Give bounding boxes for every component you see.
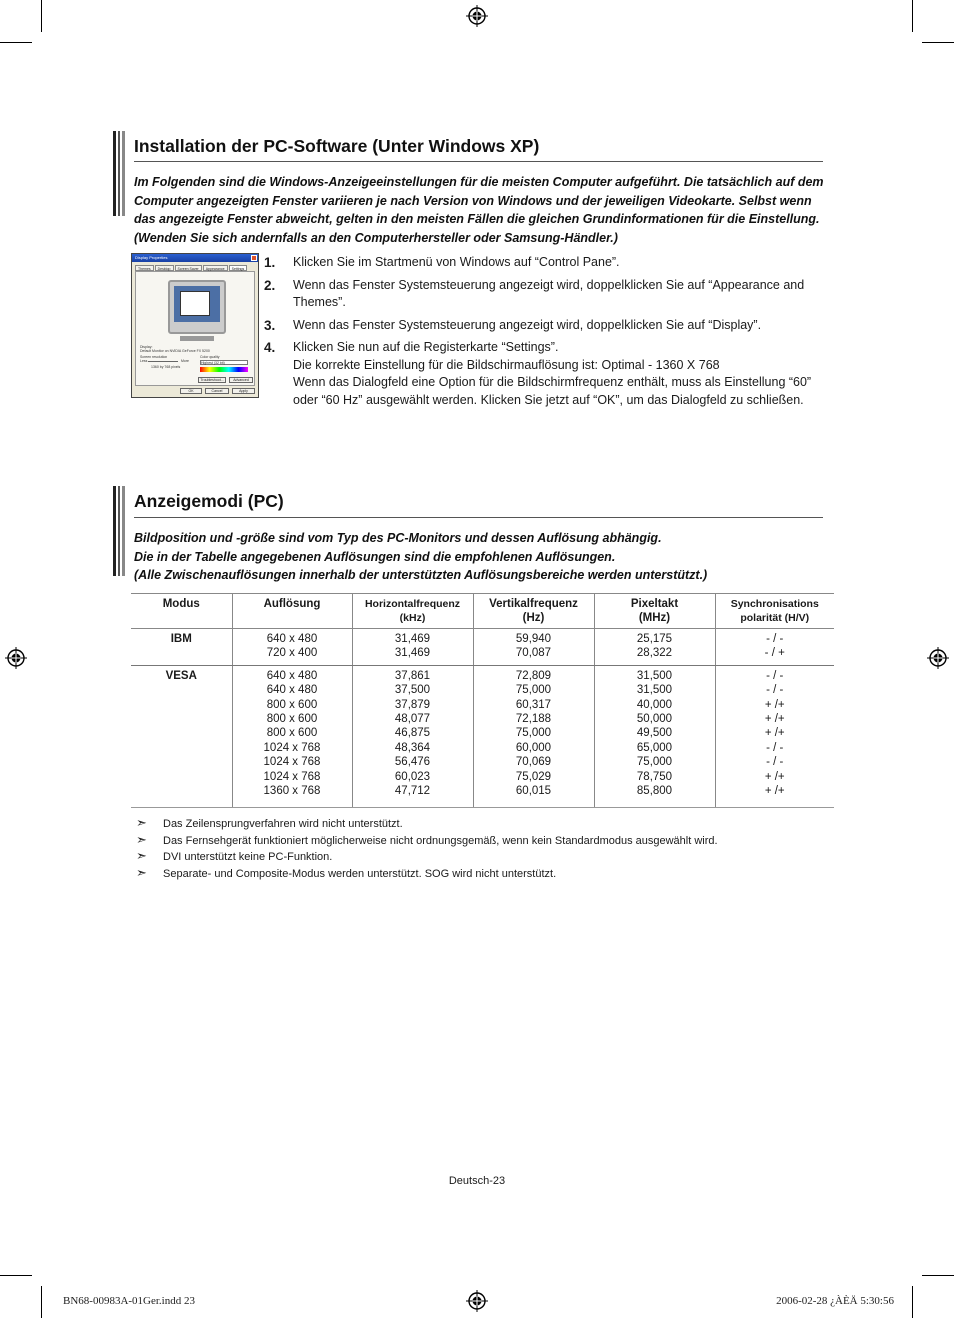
cell-value: + /+ [764,785,785,798]
cell-value: 31,500 [636,669,673,682]
cell-value: 60,023 [394,770,431,783]
cell-value: 78,750 [636,770,673,783]
crop-mark [912,0,913,32]
list-item [264,317,824,335]
cell-value: 50,000 [636,713,673,726]
cell-value: - / - [766,684,784,697]
section-bar [113,486,125,576]
thumb-quality-select: Highest (32 bit) [200,360,248,365]
table-cell-mode: IBM [131,629,232,666]
cell-value: + /+ [764,698,785,711]
cell-value: 800 x 600 [266,698,318,711]
thumb-display-label: Display: [140,345,153,349]
cell-value: 75,000 [515,727,552,740]
cell-value: 1024 x 768 [263,770,321,783]
cell-value: 37,879 [394,698,431,711]
close-icon [251,255,257,261]
step-text-line: Die korrekte Einstellung für die Bildschirmauflösung ist: Optimal - 1360 X 768 [293,357,720,372]
thumb-resolution-value: 1360 by 768 pixels [151,365,181,369]
display-properties-screenshot [131,253,259,398]
section-intro-display-modes [134,529,824,585]
thumb-titlebar [132,254,258,262]
list-item [264,277,824,312]
slug-file: BN68-00983A-01Ger.indd 23 [63,1295,195,1307]
table-cell-sync [715,629,834,666]
thumb-troubleshoot-button: Troubleshoot... [198,377,226,383]
step-text-line: Wenn das Dialogfeld eine Option für die Bildschirmfrequenz enthält, muss als Einstellung “60” oder “60 Hz” ausgewählt werden. Klicken Sie jetzt auf “OK”, um das Dialogfeld zu schließen. [293,375,812,407]
crop-mark [0,1275,32,1276]
table-cell-resolution [232,629,352,666]
cell-value: - / - [766,669,784,682]
cell-value: 60,317 [515,698,552,711]
cell-value: 1024 x 768 [263,741,321,754]
cell-value: 31,500 [636,684,673,697]
note-text: DVI unterstützt keine PC-Funktion. [163,851,333,863]
thumb-advanced-button: Advanced [229,377,253,383]
column-header: Synchronisations polarität (H/V) [715,594,834,629]
thumb-tab: Desktop [155,265,174,271]
cell-value: 56,476 [394,756,431,769]
step-text: Klicken Sie im Startmenü von Windows auf “Control Pane”. [293,255,620,269]
monitor-icon [168,280,226,334]
cell-value: 37,500 [394,684,431,697]
thumb-less: Less [140,359,148,363]
list-item [136,849,718,866]
registration-mark-icon [466,1290,488,1312]
note-text: Separate- und Composite-Modus werden unterstützt. SOG wird nicht unterstützt. [163,867,557,880]
registration-mark-icon [5,647,27,669]
table-cell-pixel [594,629,715,666]
column-header: Pixeltakt (MHz) [594,594,715,629]
cell-value: 46,875 [394,727,431,740]
cell-value: 75,000 [515,684,552,697]
step-number: 3. [264,317,276,333]
cell-value: 28,322 [636,647,673,660]
step-text: Wenn das Fenster Systemsteuerung angezeigt wird, doppelklicken Sie auf “Display”. [293,317,762,332]
cell-value: 65,000 [636,741,673,754]
thumb-display-value: Default Monitor on NVIDIA GeForce FX 5200 [140,349,210,353]
table-cell-sync [715,665,834,808]
thumb-resolution-label: Screen resolution [140,355,168,359]
section-rule [134,161,823,162]
table-cell-hfreq [352,629,473,666]
thumb-panel [135,271,255,386]
cell-value: 59,940 [515,633,552,645]
list-item [136,866,718,883]
thumb-ok-button: OK [180,388,202,394]
thumb-apply-button: Apply [232,388,255,394]
cell-value: 47,712 [394,785,431,798]
cell-value: 85,800 [636,785,673,798]
step-number: 1. [264,255,276,270]
table-header-row [131,594,834,629]
step-number: 4. [264,340,276,355]
cell-value: 40,000 [636,698,673,711]
crop-mark [41,0,42,32]
cell-value: + /+ [764,770,785,783]
table-cell-resolution [232,665,352,808]
crop-mark [41,1286,42,1318]
cell-value: 640 x 480 [266,633,318,645]
section-title-pc-software: Installation der PC-Software (Unter Windows XP) [134,136,540,156]
cell-value: 720 x 400 [266,647,318,660]
column-header: Modus [131,594,232,629]
cell-value: 72,809 [515,669,552,682]
list-item [136,833,718,850]
table-row [131,665,834,808]
arrow-icon: ➣ [136,848,147,863]
table-cell-pixel [594,665,715,808]
cell-value: 48,077 [394,713,431,726]
column-header: Horizontalfrequenz (kHz) [352,594,473,629]
table-row [131,629,834,666]
table-cell-mode: VESA [131,665,232,808]
cell-value: 640 x 480 [266,684,318,697]
step-number: 2. [264,277,276,293]
list-item [264,254,824,272]
cell-value: - / - [766,756,784,769]
cell-value: 70,069 [515,756,552,769]
arrow-icon: ➣ [136,831,147,847]
list-item [136,816,718,833]
steps-list [264,254,824,414]
cell-value: 31,469 [394,633,431,645]
cell-value: + /+ [764,727,785,740]
cell-value: 800 x 600 [266,727,318,740]
intro-line: (Alle Zwischenauflösungen innerhalb der unterstützten Auflösungsbereiche werden unterstützt.) [134,568,708,582]
notes-list [136,816,718,882]
table-cell-hfreq [352,665,473,808]
cell-value: + /+ [764,713,785,726]
cell-value: 25,175 [636,633,673,645]
note-text: Das Zeilensprungverfahren wird nicht unterstützt. [163,818,403,830]
thumb-title: Display Properties [135,255,168,260]
cell-value: 72,188 [515,713,552,726]
thumb-tab-settings: Settings [229,265,248,271]
step-text: Wenn das Fenster Systemsteuerung angezeigt wird, doppelklicken Sie auf “Appearance and Themes”. [293,277,805,309]
cell-value: 60,015 [515,785,552,798]
thumb-tab: Themes [135,265,154,271]
registration-mark-icon [466,5,488,27]
cell-value: 75,000 [636,756,673,769]
thumb-cancel-button: Cancel [205,388,229,394]
monitor-stand [180,336,214,341]
cell-value: 70,087 [515,647,552,660]
cell-value: 75,029 [515,770,552,783]
arrow-icon: ➣ [136,815,147,830]
section-rule [134,517,823,518]
intro-line: Die in der Tabelle angegebenen Auflösungen sind die empfohlenen Auflösungen. [134,549,616,564]
cell-value: 640 x 480 [266,669,318,682]
crop-mark [922,42,954,43]
column-header: Vertikalfrequenz (Hz) [473,594,594,629]
color-bar [200,367,248,372]
cell-value: 48,364 [394,741,431,754]
resolution-slider [148,361,178,362]
section-title-display-modes: Anzeigemodi (PC) [134,491,284,511]
crop-mark [0,42,32,43]
cell-value: - / + [764,647,785,660]
display-modes-table [131,593,834,808]
cell-value: 800 x 600 [266,713,318,726]
crop-mark [912,1286,913,1318]
table-cell-vfreq [473,665,594,808]
registration-mark-icon [927,647,949,669]
note-text: Das Fernsehgerät funktioniert möglicherweise nicht ordnungsgemäß, wenn kein Standardmodus ausgewählt wird. [163,834,718,847]
arrow-icon: ➣ [136,864,147,880]
column-header: Auflösung [232,594,352,629]
slug-date: 2006-02-28 ¿ÀÈÄ 5:30:56 [776,1295,894,1307]
page-number: Deutsch-23 [448,1175,506,1187]
cell-value: - / - [766,633,784,645]
cell-value: - / - [766,741,784,754]
crop-mark [922,1275,954,1276]
thumb-tab: Appearance [203,265,228,271]
cell-value: 60,000 [515,741,552,754]
intro-line: Bildposition und -größe sind vom Typ des PC-Monitors und dessen Auflösung abhängig. [134,531,662,545]
thumb-tab: Screen Saver [175,265,202,271]
cell-value: 1360 x 768 [263,785,321,798]
list-item [264,339,824,409]
thumb-more: More [181,359,189,363]
cell-value: 49,500 [636,727,673,740]
step-text [293,339,824,409]
cell-value: 31,469 [394,647,431,660]
thumb-quality-label: Color quality [200,355,220,359]
cell-value: 1024 x 768 [263,756,321,769]
section-bar [113,131,125,216]
section-intro-pc-software: Im Folgenden sind die Windows-Anzeigeeinstellungen für die meisten Computer aufgeführt. Die tatsächlich auf dem Computer angezeigten Fenster variieren je nach Version von Windows und der jeweiligen Videokarte. Selbst wenn das angezeigte Fenster abweicht, gelten in den meisten Fällen die gleichen Grundinformationen für die Einstellung. (Wenden Sie sich andernfalls an den Computerhersteller oder Samsung-Händler.) [134,175,824,245]
cell-value: 37,861 [394,669,431,682]
table-cell-vfreq [473,629,594,666]
step-text-line: Klicken Sie nun auf die Registerkarte “Settings”. [293,340,559,354]
